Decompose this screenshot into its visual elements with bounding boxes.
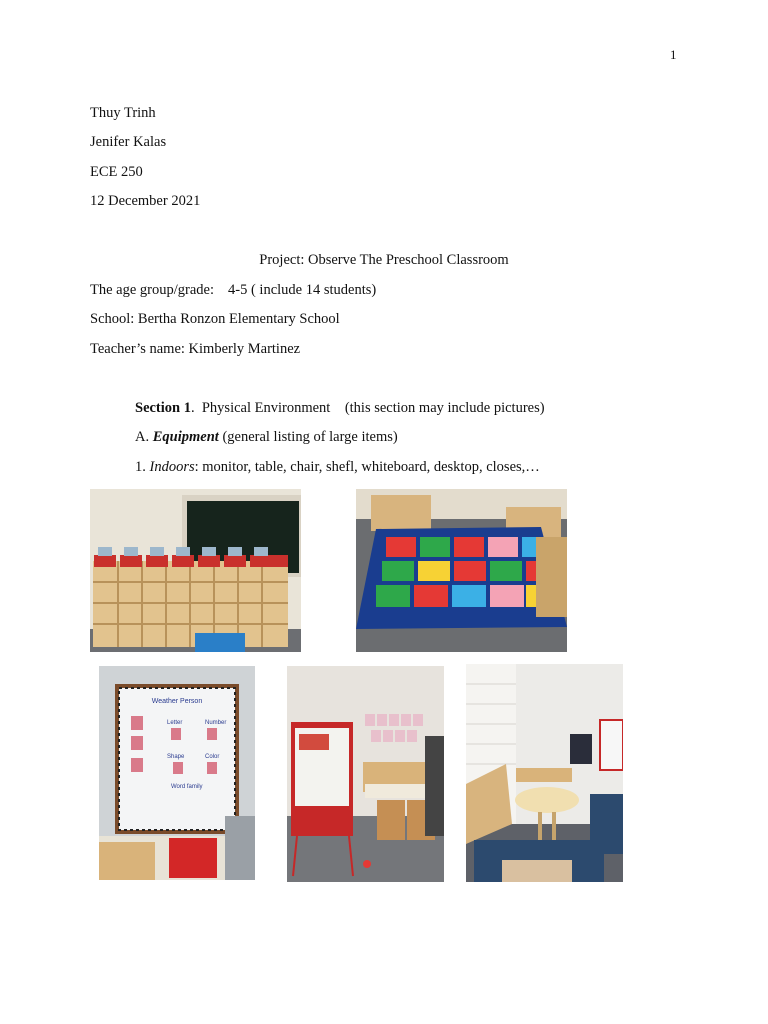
equipment-prefix: A.	[135, 429, 150, 445]
instructor-name: Jenifer Kalas	[90, 134, 167, 150]
board-label-letter: Letter	[167, 720, 183, 726]
board-label-shape: Shape	[167, 754, 185, 760]
document-date: 12 December 2021	[90, 193, 201, 209]
teacher-line: Teacher’s name: Kimberly Martinez	[90, 341, 301, 357]
section-label: Section 1	[135, 400, 191, 416]
indoors-list: : monitor, table, chair, shefl, whiteboard, desktop, closes,…	[194, 459, 540, 475]
photo-bookshelf	[90, 489, 301, 652]
author-name: Thuy Trinh	[90, 105, 156, 121]
course-code: ECE 250	[90, 164, 143, 180]
section-title: . Physical Environment (this section may include pictures)	[190, 400, 545, 416]
board-label-number: Number	[205, 720, 227, 726]
photo-helper-board	[99, 666, 255, 880]
equipment-description: (general listing of large items)	[222, 429, 398, 445]
equipment-heading	[135, 429, 398, 446]
board-title: Weather Person	[151, 698, 203, 705]
photo-easel-table	[287, 666, 444, 882]
indoors-label: Indoors	[149, 459, 195, 475]
document-title: Project: Observe The Preschool Classroom	[259, 252, 509, 268]
age-group-label: The age group/grade:	[90, 282, 215, 298]
indoors-prefix: 1.	[135, 459, 146, 475]
section-1-heading	[135, 400, 545, 417]
photo-reading-corner	[466, 664, 623, 882]
school-line: School: Bertha Ronzon Elementary School	[90, 311, 340, 327]
equipment-label: Equipment	[152, 429, 219, 445]
photo-alphabet-rug	[356, 489, 567, 652]
board-label-word-family: Word family	[171, 784, 203, 790]
age-group-line	[90, 282, 376, 299]
age-group-value: 4-5 ( include 14 students)	[228, 282, 377, 298]
board-label-color: Color	[205, 754, 220, 760]
page-number: 1	[670, 47, 677, 62]
indoors-line	[135, 459, 540, 476]
